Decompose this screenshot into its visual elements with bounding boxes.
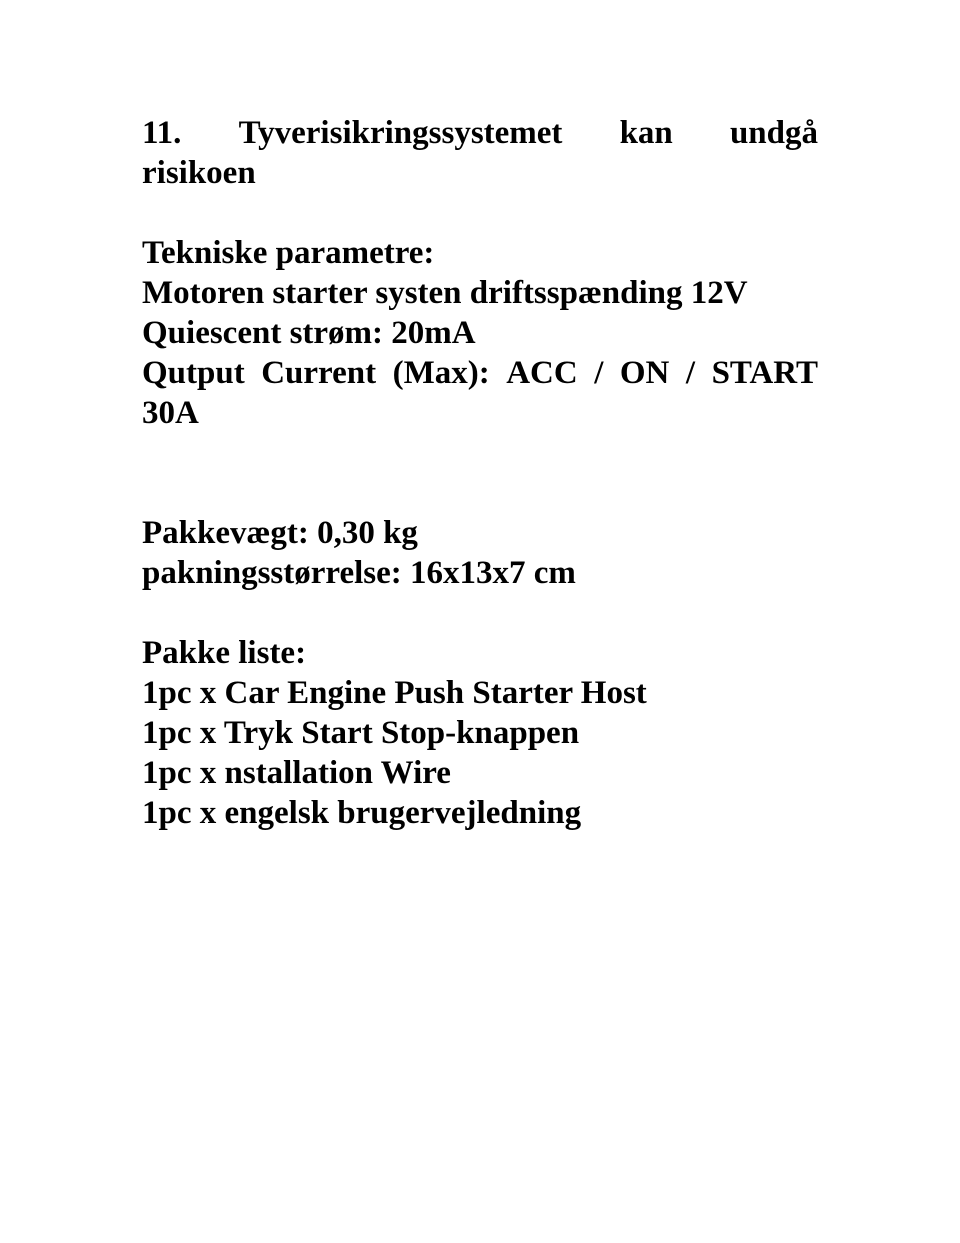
section-number: 11.	[142, 115, 182, 151]
output-word: /	[594, 355, 604, 391]
output-word: ACC	[506, 355, 578, 391]
list-item: 1pc x Tryk Start Stop-knappen	[142, 715, 580, 751]
spacer	[142, 433, 818, 513]
section-11-line-2: risikoen	[142, 155, 256, 191]
tech-output-cont: 30A	[142, 395, 199, 431]
package-list-heading: Pakke liste:	[142, 635, 307, 671]
output-word: Qutput	[142, 355, 245, 391]
output-word: START	[711, 355, 818, 391]
tech-params-heading: Tekniske parametre:	[142, 235, 435, 271]
list-item: 1pc x Car Engine Push Starter Host	[142, 675, 647, 711]
spacer	[142, 593, 818, 633]
section-11-line-1	[142, 113, 818, 153]
package-weight: Pakkevægt: 0,30 kg	[142, 515, 418, 551]
tech-voltage: Motoren starter systen driftsspænding 12V	[142, 275, 748, 311]
document-body	[142, 113, 818, 833]
section-word: Tyverisikringssystemet	[238, 115, 563, 151]
spacer	[142, 193, 818, 233]
output-word: Current	[261, 355, 377, 391]
list-item: 1pc x nstallation Wire	[142, 755, 451, 791]
tech-quiescent: Quiescent strøm: 20mA	[142, 315, 476, 351]
list-item: 1pc x engelsk brugervejledning	[142, 795, 582, 831]
output-word: /	[685, 355, 696, 391]
section-word: undgå	[729, 115, 818, 151]
output-word: ON	[619, 355, 670, 391]
tech-output-line	[142, 353, 818, 393]
section-word: kan	[619, 115, 673, 151]
output-word: (Max):	[392, 355, 490, 391]
package-size: pakningsstørrelse: 16x13x7 cm	[142, 555, 576, 591]
